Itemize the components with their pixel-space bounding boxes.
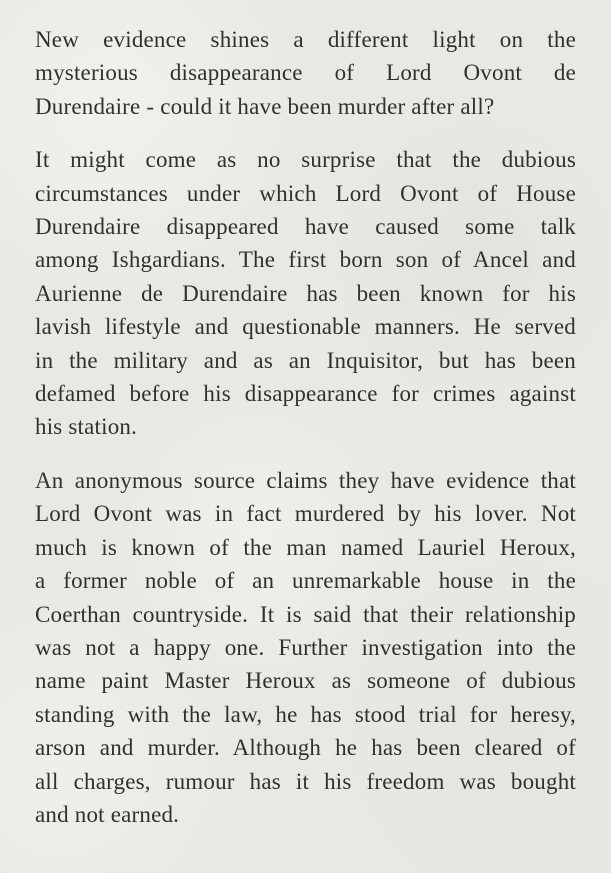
text-line: and not earned. [35,801,180,827]
text-line: Aurienne de Durendaire has been known for his [35,280,576,306]
text-line: standing with the law, he has stood trial for heresy, [35,701,576,727]
text-line: his station. [35,414,138,440]
text-line: arson and murder. Although he has been cleared of [35,735,576,761]
article-body [35,23,576,831]
text-line: among Ishgardians. The first born son of Ancel and [35,247,576,273]
text-line: lavish lifestyle and questionable manners. He served [35,314,576,340]
text-line: Coerthan countryside. It is said that their relationship [35,601,576,627]
paragraph [35,143,576,444]
text-line: New evidence shines a different light on the [35,27,576,52]
text-line: was not a happy one. Further investigation into the [35,634,576,660]
paragraph [35,464,576,831]
text-line: all charges, rumour has it his freedom was bought [35,768,576,794]
text-line: circumstances under which Lord Ovont of House [35,180,576,206]
text-line: defamed before his disappearance for crimes against [35,381,576,407]
text-line: mysterious disappearance of Lord Ovont de [35,60,576,86]
text-line: Lord Ovont was in fact murdered by his lover. Not [35,501,576,527]
text-line: name paint Master Heroux as someone of dubious [35,668,576,694]
paragraph [35,23,576,123]
text-line: Durendaire disappeared have caused some talk [35,214,576,240]
text-line: much is known of the man named Lauriel Heroux, [35,534,576,560]
text-line: a former noble of an unremarkable house in the [35,568,576,594]
text-line: It might come as no surprise that the dubious [35,147,576,173]
text-line: An anonymous source claims they have evidence that [35,467,576,493]
text-line: in the military and as an Inquisitor, but has been [35,347,576,373]
text-line: Durendaire - could it have been murder after all? [35,93,495,119]
